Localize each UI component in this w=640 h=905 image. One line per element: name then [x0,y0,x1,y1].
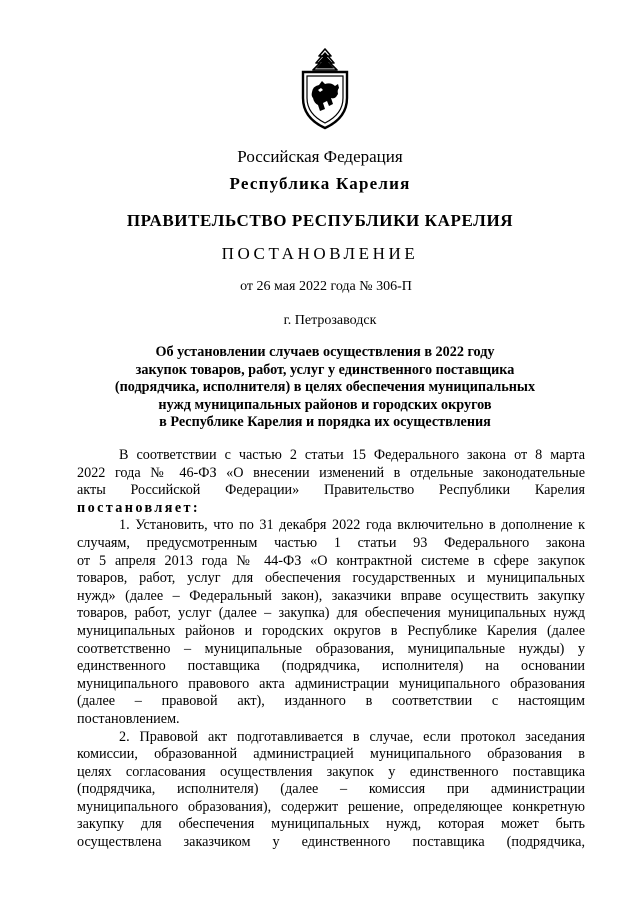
title-line: Об установлении случаев осуществления в 2022 году [155,344,495,360]
body-line: 2022 года № 46-ФЗ «О внесении изменений в отдельные законодательные [77,464,585,481]
title-line: в Республике Карелия и порядка их осуществления [159,414,491,431]
decree-type: ПОСТАНОВЛЕНИЕ [221,244,419,263]
body-line: закупку для обеспечения муниципальных нужд, которая может быть [77,816,585,833]
body-line: акты Российской Федерации» Правительство Республики Карелия [77,482,585,499]
body-line: 2. Правовой акт подготавливается в случае, если протокол заседания [119,728,585,745]
body-line: муниципальных районов и городских округов в Республике Карелия (далее [77,622,585,639]
body-line: постановлением. [77,710,180,727]
body-line: муниципального правового акта администрации муниципального образования [77,675,585,692]
body-line: соответственно – муниципальные образования, муниципальные нужды) у [77,640,585,657]
body-line: нужд» (далее – Федеральный закон), заказчики вправе осуществить закупку [77,587,585,604]
body-line: товаров, работ, услуг для обеспечения государственных и муниципальных [77,570,585,587]
body-line: (далее – правовой акт), изданного в соответствии с настоящим [77,693,585,710]
body-line: комиссии, образованной администрацией муниципального образования в [77,746,585,763]
body-line: 1. Установить, что по 31 декабря 2022 года включительно в дополнение к [119,517,585,534]
karelia-coat-of-arms-icon [298,48,352,130]
title-line: нужд муниципальных районов и городских округов [158,396,492,413]
body-line: (подрядчика, исполнителя) (далее – комиссия при администрации [77,781,585,798]
body-line: осуществлена заказчиком у единственного поставщика (подрядчика, [77,834,585,851]
republic-name: Республика Карелия [229,174,411,193]
body-line: В соответствии с частью 2 статьи 15 Федерального закона от 8 марта [119,447,585,463]
body-line: единственного поставщика (подрядчика, исполнителя) на основании [77,658,585,675]
body-line: муниципального образования), содержит решение, определяющее конкретную [77,798,585,815]
title-line: (подрядчика, исполнителя) в целях обеспечения муниципальных [114,379,536,396]
body-line: случаям, предусмотренным частью 1 статьи 93 Федерального закона [77,534,585,551]
body-line-resolves: постановляет: [77,499,201,516]
federation-name: Российская Федерация [237,147,403,166]
body-line: целях согласования осуществления закупок у единственного поставщика [77,763,585,780]
decree-city: г. Петрозаводск [283,313,377,328]
title-line: закупок товаров, работ, услуг у единственного поставщика [135,361,515,378]
body-line: товаров, работ, услуг (далее – закупка) для обеспечения муниципальных нужд [77,605,585,622]
decree-body [77,447,585,852]
body-line: от 5 апреля 2013 года № 44-ФЗ «О контрактной системе в сфере закупок [77,552,585,569]
decree-date-number: от 26 мая 2022 года № 306-П [240,279,412,294]
decree-title [80,344,570,432]
government-name: ПРАВИТЕЛЬСТВО РЕСПУБЛИКИ КАРЕЛИЯ [126,211,514,230]
